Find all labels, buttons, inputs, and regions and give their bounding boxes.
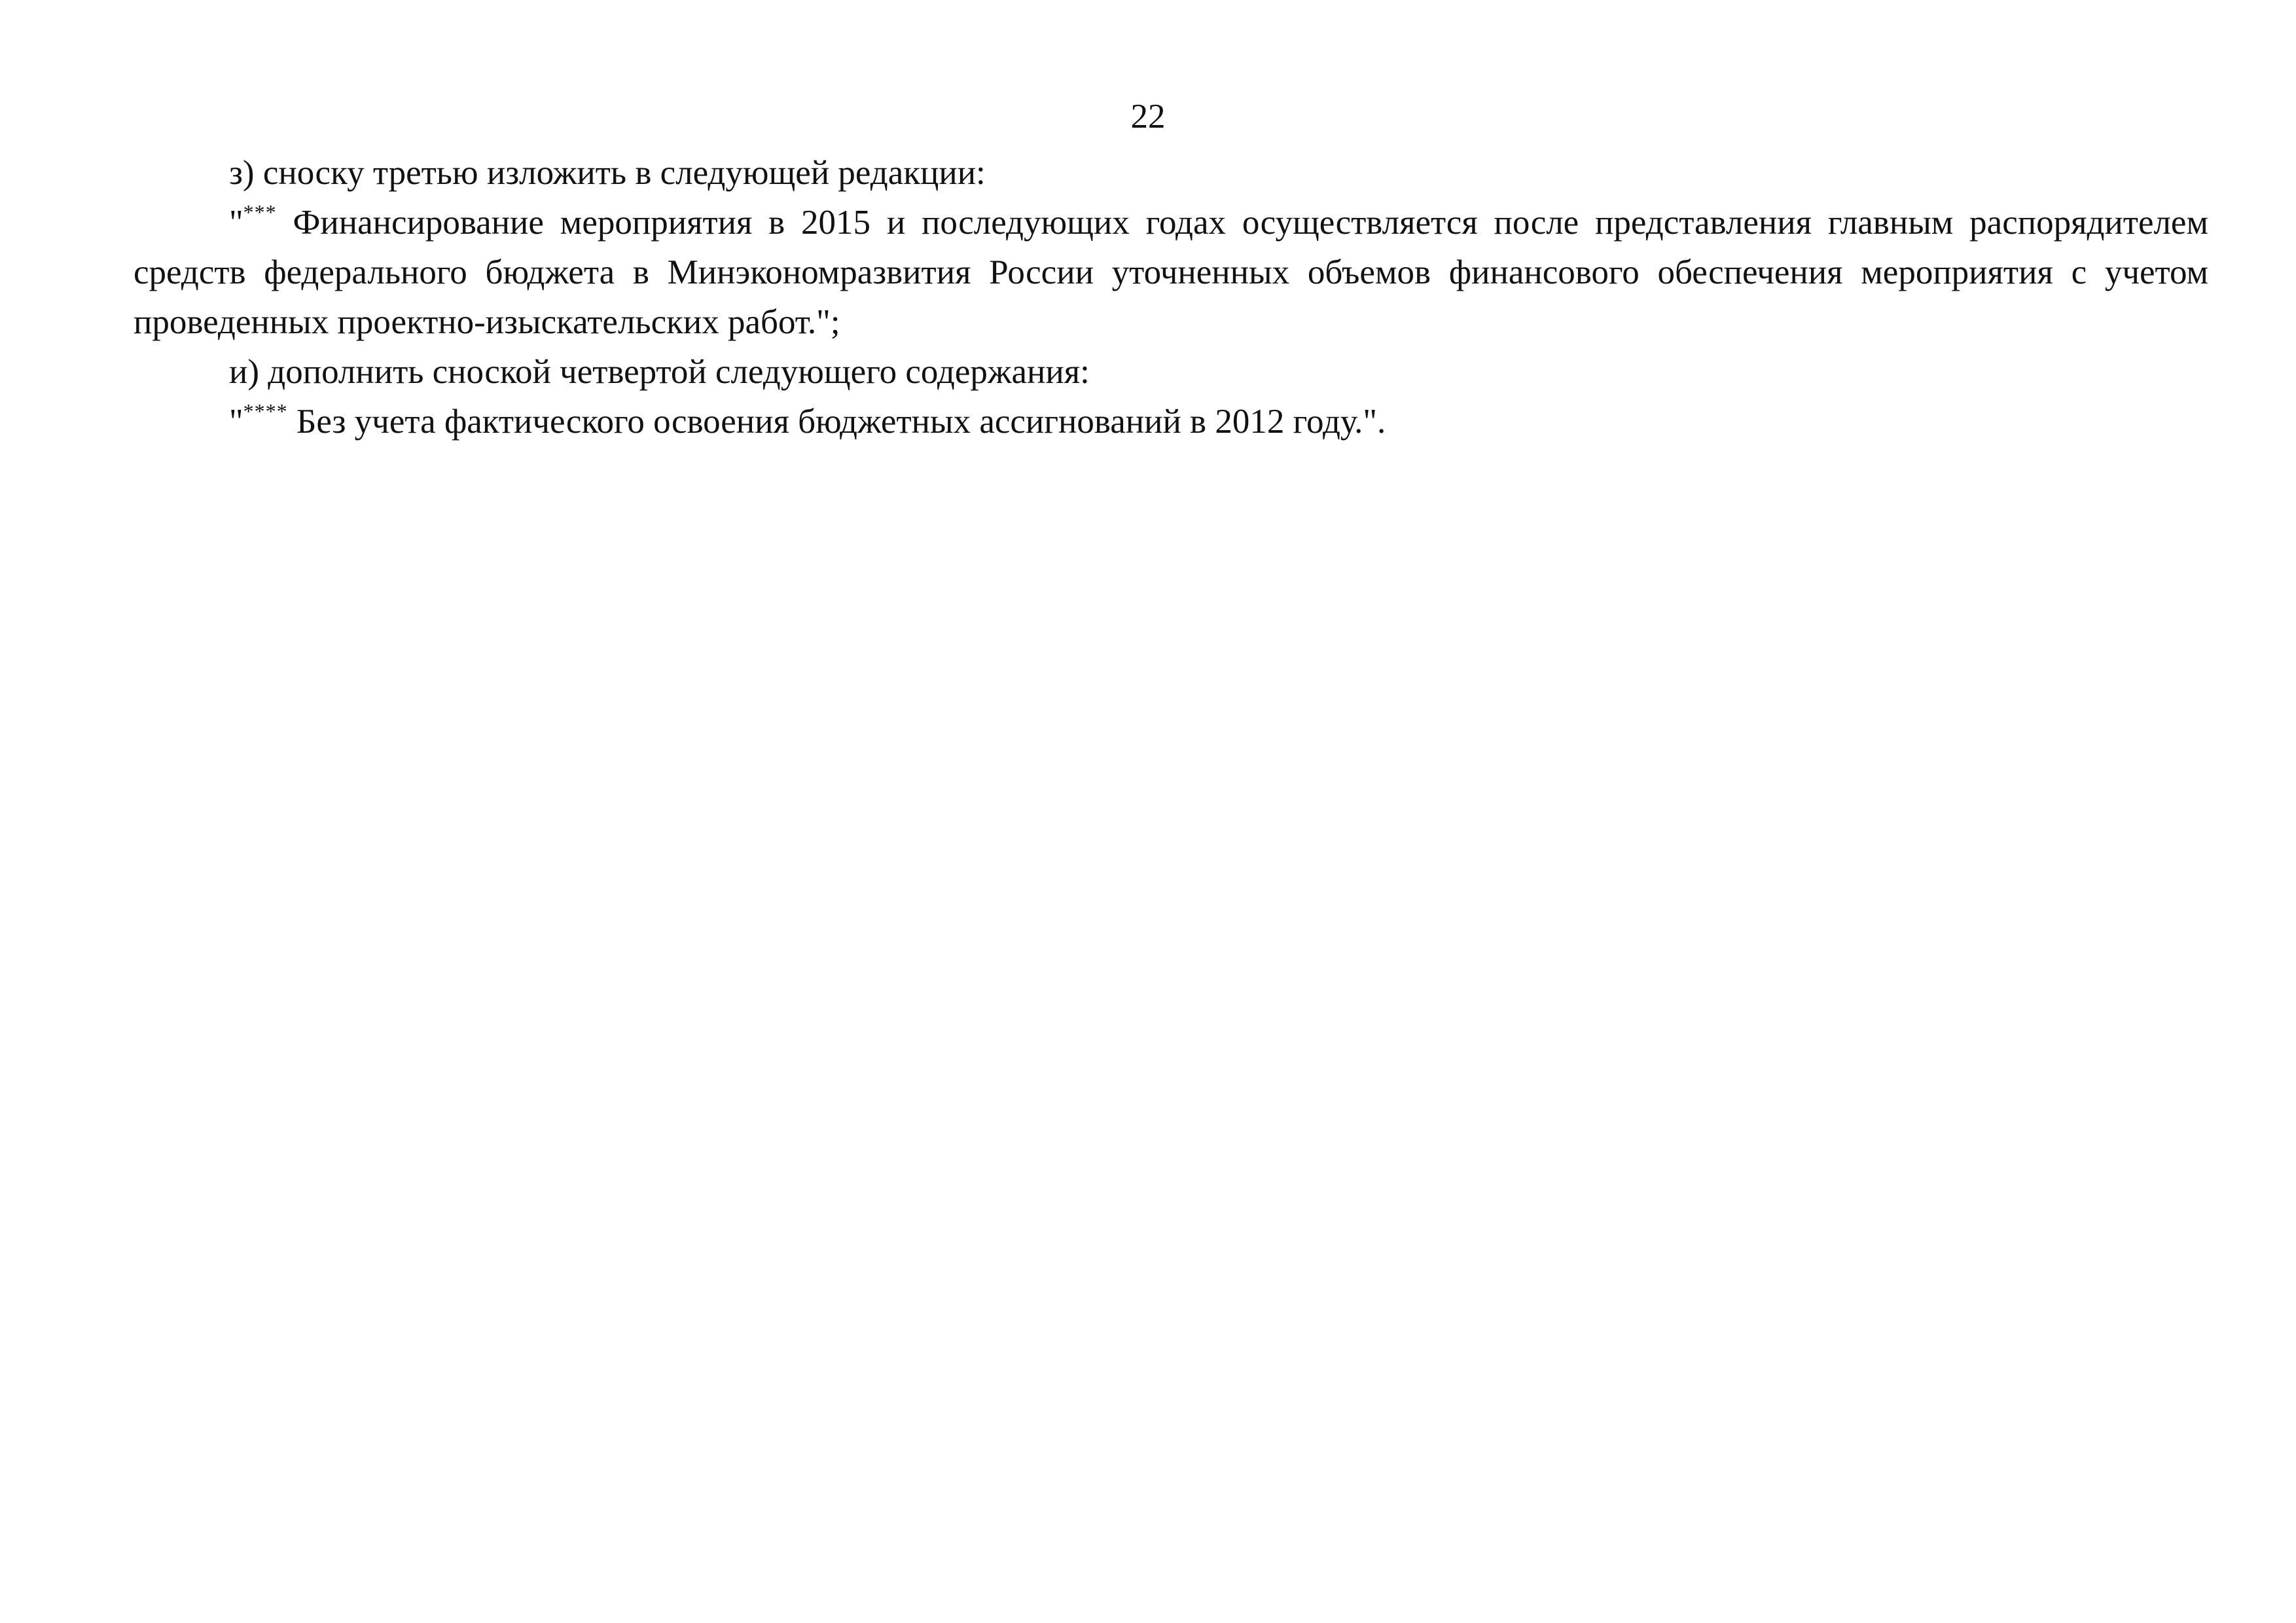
paragraph-footnote-3-instruction — [134, 148, 2208, 198]
page-number: 22 — [1130, 98, 1166, 136]
paragraph-footnote-3-content — [134, 198, 2208, 347]
footnote-marker: *** — [243, 200, 277, 224]
paragraph-text: з) сноску третью изложить в следующей редакции: — [229, 154, 986, 192]
paragraph-footnote-4-instruction — [134, 347, 2208, 397]
document-body — [134, 148, 2208, 447]
open-quote: " — [229, 403, 243, 441]
open-quote: " — [229, 204, 243, 242]
paragraph-text: и) дополнить сноской четвертой следующего содержания: — [229, 353, 1090, 391]
footnote-marker: **** — [243, 399, 288, 423]
paragraph-footnote-4-content — [134, 397, 2208, 447]
paragraph-text: Финансирование мероприятия в 2015 и последующих годах осуществляется после представления главным распорядителем средств федерального бюджета в Минэкономразвития России уточненных объемов финансового обеспечения мероприятия с учетом проведенных проектно-изыскательских работ."; — [134, 204, 2208, 341]
paragraph-text: Без учета фактического освоения бюджетных ассигнований в 2012 году.". — [287, 403, 1386, 441]
